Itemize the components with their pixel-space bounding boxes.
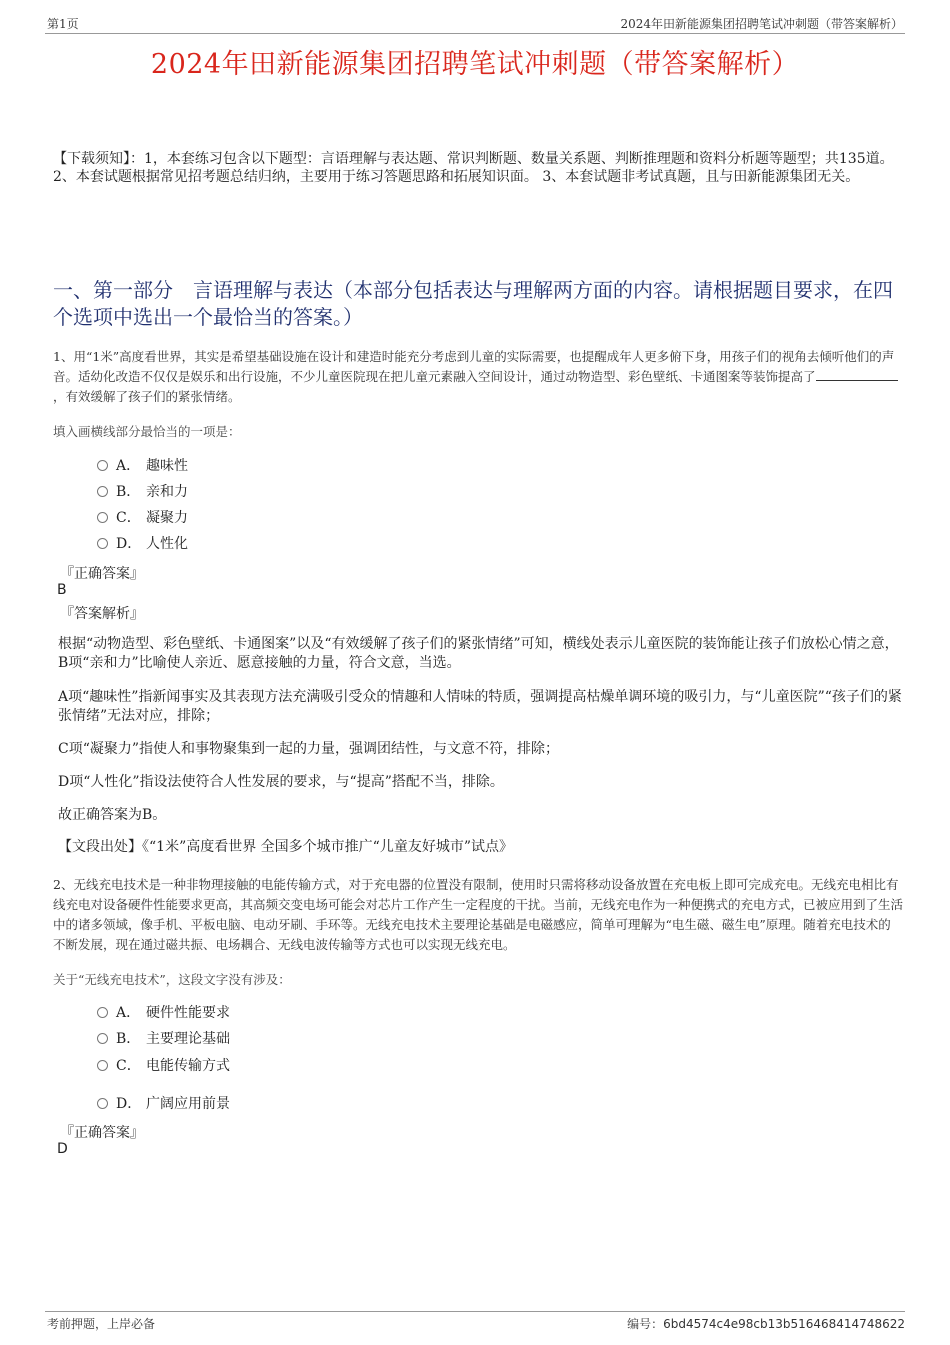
q1-option-d[interactable]: D． 人性化 [97,534,188,554]
page-title: 2024年田新能源集团招聘笔试冲刺题（带答案解析） [150,49,800,80]
radio-icon[interactable] [97,512,108,523]
footer-slogan: 考前押题，上岸必备 [47,1317,156,1331]
q1-analysis-para: 故正确答案为B。 [58,807,167,823]
q1-analysis-para: A项“趣味性”指新闻事实及其表现方法充满吸引受众的情趣和人情味的特质，强调提高枯燥单调环境的吸引力，与“儿童医院”“孩子们的紧张情绪”无法对应，排除； [58,689,902,724]
q1-option-a[interactable]: A． 趣味性 [97,456,188,476]
radio-icon[interactable] [97,1007,108,1018]
q1-answer-label: 『正确答案』 [60,566,144,582]
page-number: 第1页 [47,17,79,31]
q2-answer-label: 『正确答案』 [60,1125,144,1141]
radio-icon[interactable] [97,1098,108,1109]
question-2-stem: 关于“无线充电技术”，这段文字没有涉及： [53,972,291,987]
section-title: 一、第一部分 言语理解与表达（本部分包括表达与理解两方面的内容。请根据题目要求，在四个选项中选出一个最恰当的答案。） [53,278,893,329]
q2-option-a[interactable]: A． 硬件性能要求 [97,1003,230,1023]
radio-icon[interactable] [97,1060,108,1071]
q2-answer: D [57,1141,68,1157]
radio-icon[interactable] [97,538,108,549]
q1-option-c[interactable]: C． 凝聚力 [97,508,188,528]
q1-analysis-label: 『答案解析』 [60,606,144,622]
radio-icon[interactable] [97,1033,108,1044]
question-1-text: 1、用“1米”高度看世界，其实是希望基础设施在设计和建造时能充分考虑到儿童的实际需要，也提醒成年人更多俯下身，用孩子们的视角去倾听他们的声音。适幼化改造不仅仅是娱乐和出行设施，不少儿童医院现在把儿童元素融入空间设计，通过动物造型、彩色壁纸、卡通图案等装饰提高了，有效缓解了孩子们的紧张情绪。 [53,347,903,407]
q1-option-b[interactable]: B． 亲和力 [97,482,188,502]
header-divider [45,33,905,34]
footer-code: 编号：6bd4574c4e98cb13b516468414748622 [627,1317,905,1331]
question-2-text: 2、无线充电技术是一种非物理接触的电能传输方式，对于充电器的位置没有限制，使用时只需将移动设备放置在充电板上即可完成充电。无线充电相比有线充电对设备硬件性能要求更高，其高频交变电场可能会对芯片工作产生一定程度的干扰。当前，无线充电作为一种便携式的充电方式，已被应用到了生活中的诸多领域，像手机、平板电脑、电动牙刷、手环等。无线充电技术主要理论基础是电磁感应，简单可理解为“电生磁、磁生电”原理。随着充电技术的不断发展，现在通过磁共振、电场耦合、无线电波传输等方式也可以实现无线充电。 [53,877,904,952]
footer-divider [45,1311,905,1312]
q1-analysis-para: D项“人性化”指设法使符合人性发展的要求，与“提高”搭配不当，排除。 [58,774,504,790]
q2-option-d[interactable]: D． 广阔应用前景 [97,1094,230,1114]
fill-blank [816,368,898,381]
q2-option-b[interactable]: B． 主要理论基础 [97,1029,230,1049]
q1-analysis-para: 根据“动物造型、彩色壁纸、卡通图案”以及“有效缓解了孩子们的紧张情绪”可知，横线处表示儿童医院的装饰能让孩子们放松心情之意，B项“亲和力”比喻使人亲近、愿意接触的力量，符合文意，当选。 [58,636,899,671]
q2-option-c[interactable]: C． 电能传输方式 [97,1056,230,1076]
radio-icon[interactable] [97,460,108,471]
q1-analysis-para: C项“凝聚力”指使人和事物聚集到一起的力量，强调团结性，与文意不符，排除； [58,741,560,757]
q1-answer: B [57,582,67,598]
q1-source: 【文段出处】《“1米”高度看世界 全国多个城市推广“儿童友好城市”试点》 [58,839,513,855]
radio-icon[interactable] [97,486,108,497]
question-1-stem: 填入画横线部分最恰当的一项是： [53,424,241,439]
header-doc-title: 2024年田新能源集团招聘笔试冲刺题（带答案解析） [620,17,903,31]
download-notice: 【下载须知】：1，本套练习包含以下题型：言语理解与表达题、常识判断题、数量关系题、判断推理题和资料分析题等题型；共135道。 2、本套试题根据常见招考题总结归纳，主要用于练习答题思路和拓展知识面。 3、本套试题非考试真题，且与田新能源集团无关。 [53,151,894,185]
